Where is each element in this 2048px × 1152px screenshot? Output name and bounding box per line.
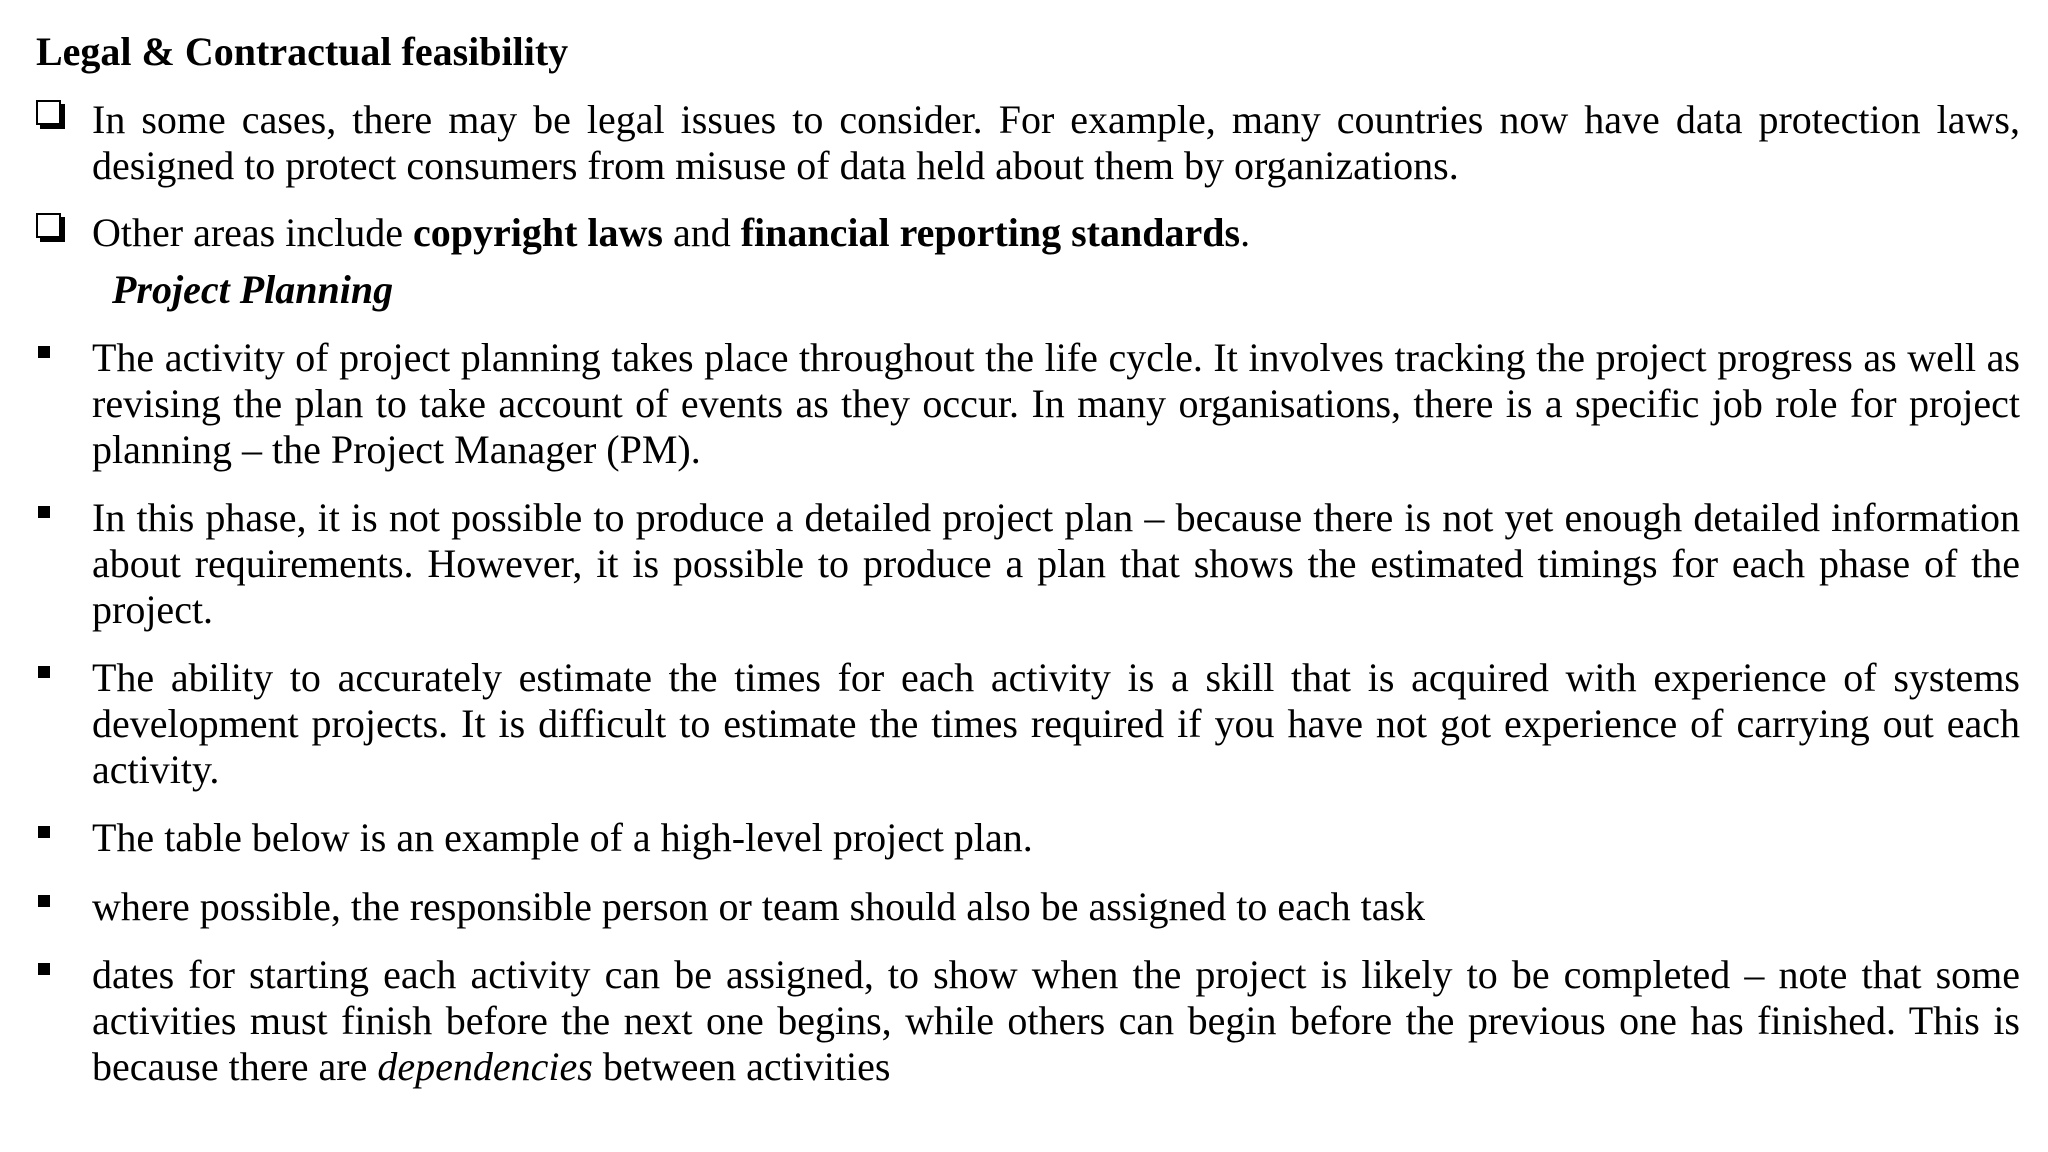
legal-item-1: In some cases, there may be legal issues to consider. For example, many countries now have data protection laws, designed to protect consumers from misuse of data held about them by organizations. [92, 97, 2020, 188]
planning-bullet-6-text-after: between activities [592, 1044, 891, 1089]
square-bullet-icon [38, 666, 50, 678]
square-bullet-icon [38, 506, 50, 518]
legal-item-2 [92, 210, 2020, 256]
square-bullet-icon [38, 826, 50, 838]
planning-bullet-4: The table below is an example of a high-level project plan. [92, 815, 1033, 860]
square-bullet-icon [38, 895, 50, 907]
square-bullet-icon [38, 346, 50, 358]
planning-bullet-6-text: dates for starting each activity can be assigned, to show when the project is likely to be completed – note that some activities must finish before the next one begins, while others can begin before the previous one has finished. This is because there are [92, 952, 2020, 1089]
checkbox-bullet-icon [36, 213, 61, 238]
planning-bullet-6 [92, 952, 2020, 1090]
square-bullet-icon [38, 963, 50, 975]
planning-bullet-1: The activity of project planning takes place throughout the life cycle. It involves tracking the project progress as well as revising the plan to take account of events as they occur. In many organisations, there is a specific job role for project planning – the Project Manager (PM). [92, 335, 2020, 472]
section-heading: Legal & Contractual feasibility [36, 29, 569, 74]
legal-item-2-text-after: . [1240, 210, 1251, 255]
project-planning-subheading: Project Planning [112, 267, 394, 312]
planning-bullet-5: where possible, the responsible person or team should also be assigned to each task [92, 884, 1426, 929]
checkbox-bullet-icon [36, 100, 61, 125]
planning-bullet-3: The ability to accurately estimate the times for each activity is a skill that is acquired with experience of systems development projects. It is difficult to estimate the times required if you have not got experience of carrying out each activity. [92, 655, 2020, 792]
planning-bullet-2: In this phase, it is not possible to produce a detailed project plan – because there is not yet enough detailed information about requirements. However, it is possible to produce a plan that shows the estimated timings for each phase of the project. [92, 495, 2020, 632]
legal-item-2-text-middle: and [662, 210, 741, 255]
legal-item-2-bold-2: financial reporting standards [740, 210, 1241, 255]
legal-item-2-text: Other areas include [92, 210, 413, 255]
planning-bullet-6-italic: dependencies [377, 1044, 593, 1089]
legal-item-2-bold-1: copyright laws [412, 210, 663, 255]
